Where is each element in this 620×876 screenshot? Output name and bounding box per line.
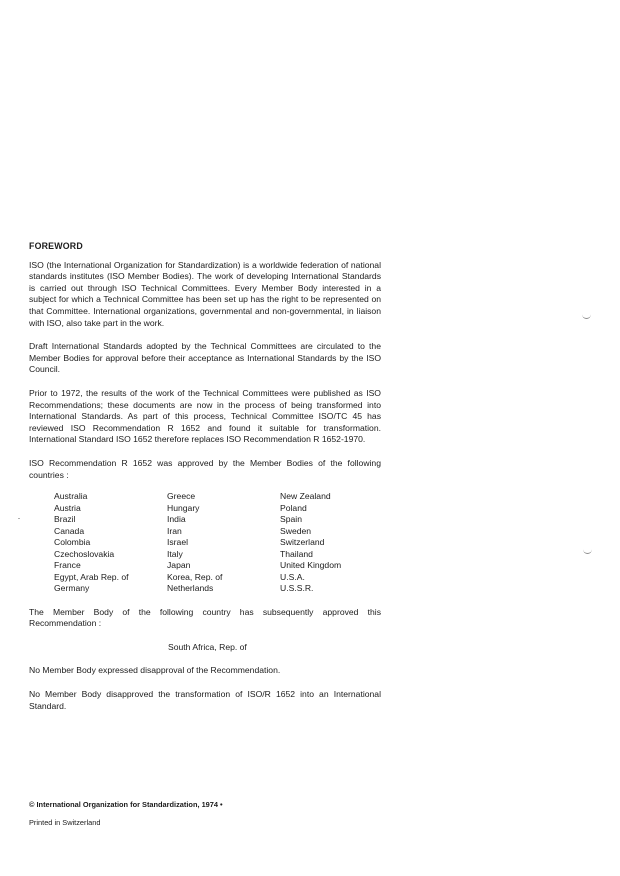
country-item: Germany	[54, 583, 90, 594]
country-item: India	[167, 514, 186, 525]
country-item: Australia	[54, 491, 88, 502]
paragraph-subsequent-approval: The Member Body of the following country has subsequently approved this Recommendation :	[29, 606, 381, 629]
country-item: Spain	[280, 514, 302, 525]
country-item: New Zealand	[280, 491, 331, 502]
paragraph-history: Prior to 1972, the results of the work of the Technical Committees were published as ISO Recommendations; these documents are now in the process of being transformed into International Standards. As part of this process, Technical Committee ISO/TC 45 has reviewed ISO Recommendation R 1652 and found it suitable for transformation. International Standard ISO 1652 therefore replaces ISO Recommendation R 1652-1970.	[29, 387, 381, 445]
approving-countries-list	[54, 491, 381, 595]
country-item: Iran	[167, 525, 182, 536]
foreword-section	[29, 241, 381, 724]
scan-margin-mark	[582, 314, 591, 319]
countries-column-2	[167, 491, 280, 595]
printed-location: Printed in Switzerland	[29, 818, 101, 827]
country-item: Israel	[167, 537, 189, 548]
country-item: Italy	[167, 548, 183, 559]
country-item: Greece	[167, 491, 196, 502]
countries-column-1	[54, 491, 167, 595]
paragraph-iso-intro: ISO (the International Organization for Standardization) is a worldwide federation of national standards institutes (ISO Member Bodies). The work of developing International Standards is carried out through ISO Technical Committees. Every Member Body interested in a subject for which a Technical Committee has been set up has the right to be represented on that Committee. International organizations, governmental and non-governmental, in liaison with ISO, also take part in the work.	[29, 259, 381, 328]
paragraph-transformation: No Member Body disapproved the transformation of ISO/R 1652 into an International Standard.	[29, 688, 381, 711]
country-item: Switzerland	[280, 537, 325, 548]
country-item: Czechoslovakia	[54, 548, 115, 559]
country-item: U.S.S.R.	[280, 583, 314, 594]
country-item: Egypt, Arab Rep. of	[54, 571, 129, 582]
country-item: Austria	[54, 502, 81, 513]
country-item: Sweden	[280, 525, 312, 536]
paragraph-draft-standards: Draft International Standards adopted by the Technical Committees are circulated to the Member Bodies for approval before their acceptance as International Standards by the ISO Council.	[29, 341, 381, 375]
scan-dot-mark	[18, 518, 20, 519]
page-footer	[29, 799, 223, 828]
country-item: Brazil	[54, 514, 76, 525]
country-item: Poland	[280, 502, 307, 513]
country-item: United Kingdom	[280, 560, 342, 571]
subsequent-country: South Africa, Rep. of	[168, 641, 247, 652]
scan-margin-mark	[583, 549, 592, 554]
foreword-heading: FOREWORD	[29, 241, 83, 251]
country-item: Thailand	[280, 548, 313, 559]
country-item: Korea, Rep. of	[167, 571, 223, 582]
paragraph-approval: ISO Recommendation R 1652 was approved by the Member Bodies of the following countries :	[29, 457, 381, 480]
country-item: Netherlands	[167, 583, 214, 594]
countries-column-3	[280, 491, 390, 595]
copyright-notice: © International Organization for Standardization, 1974 •	[29, 800, 223, 809]
paragraph-no-disapproval: No Member Body expressed disapproval of the Recommendation.	[29, 665, 281, 676]
country-item: U.S.A.	[280, 571, 305, 582]
country-item: Japan	[167, 560, 191, 571]
country-item: Canada	[54, 525, 85, 536]
country-item: Hungary	[167, 502, 200, 513]
country-item: France	[54, 560, 81, 571]
country-item: Colombia	[54, 537, 91, 548]
